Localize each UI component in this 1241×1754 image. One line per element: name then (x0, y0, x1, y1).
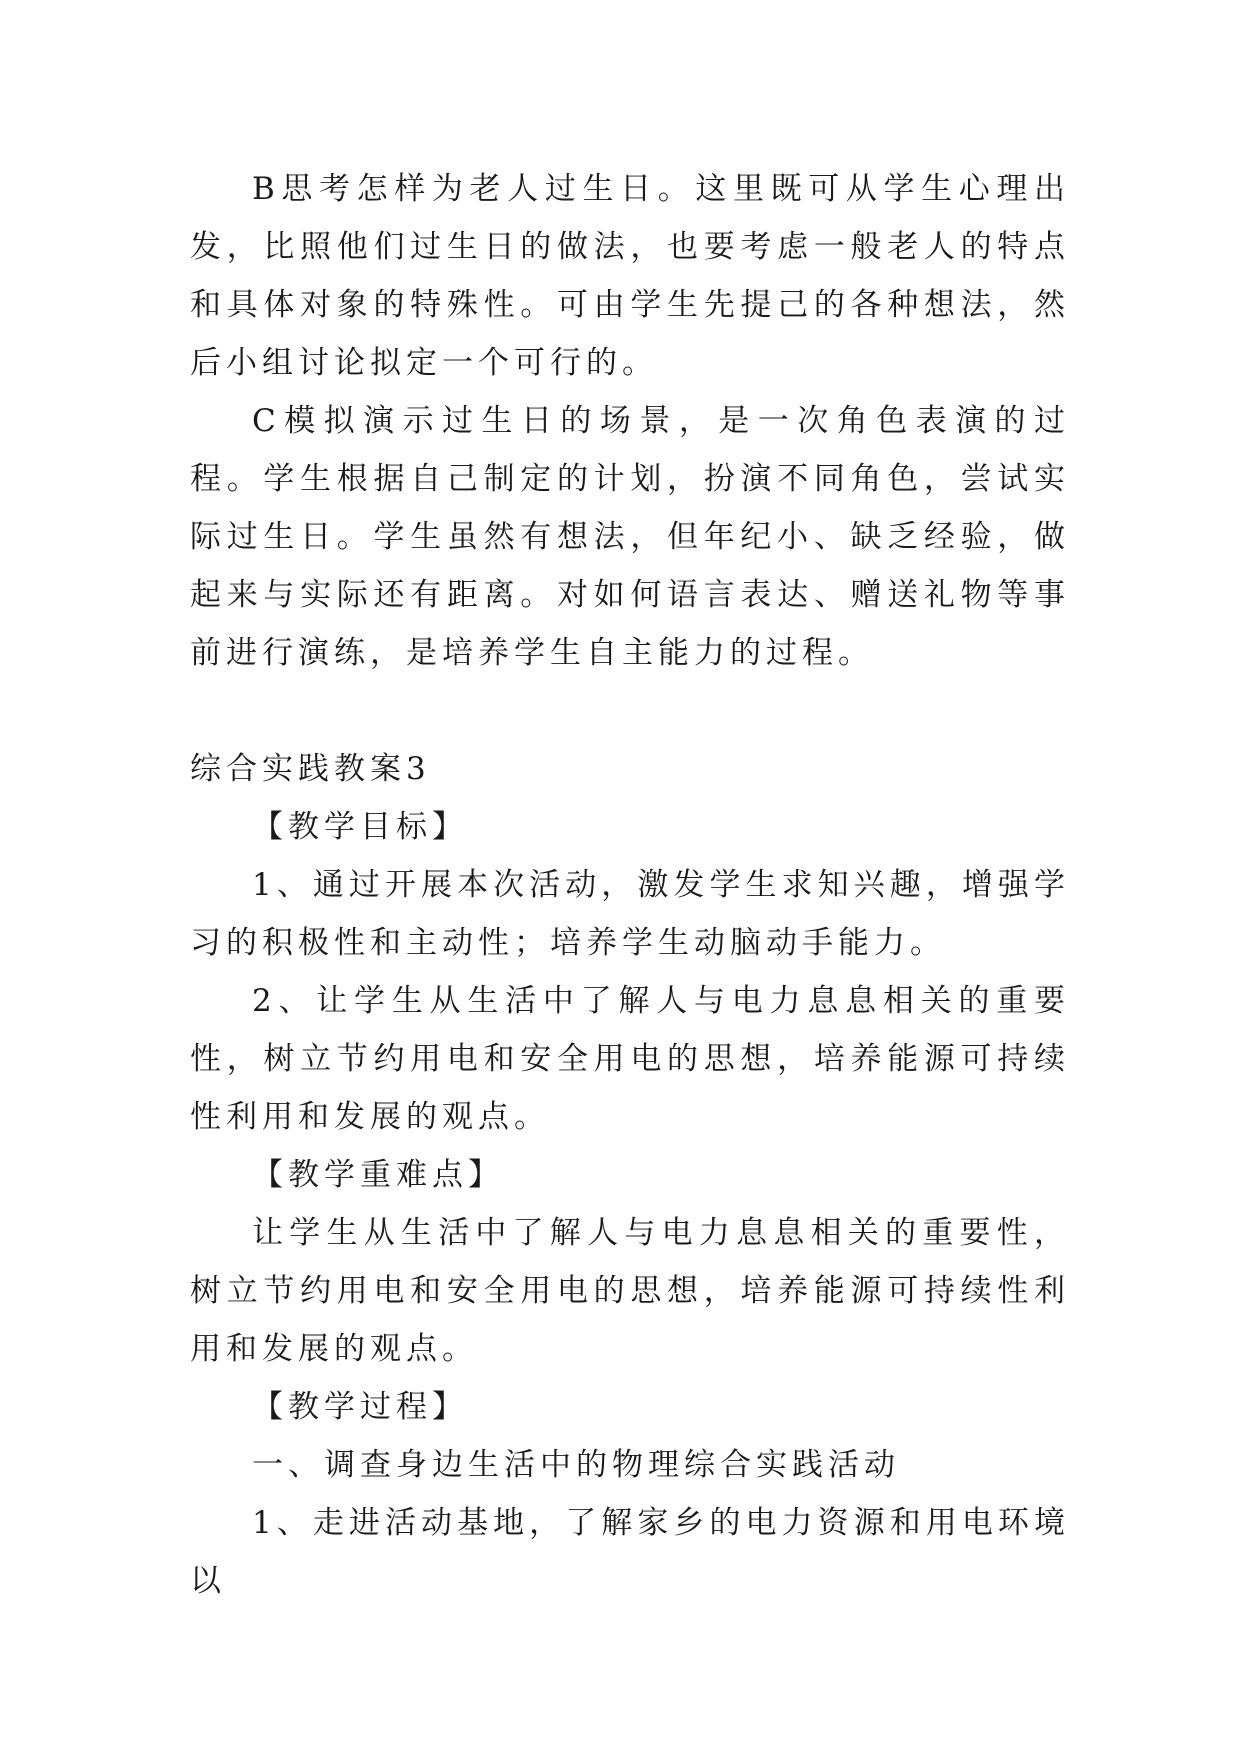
document-body (190, 160, 1070, 1610)
process-item-2: 1、走进活动基地，了解家乡的电力资源和用电环境以 (190, 1505, 1070, 1599)
objectives-heading: 【教学目标】 (252, 809, 468, 845)
key-points-text: 让学生从生活中了解人与电力息息相关的重要性，树立节约用电和安全用电的思想，培养能源可持续性利用和发展的观点。 (190, 1215, 1070, 1367)
paragraph-b: B思考怎样为老人过生日。这里既可从学生心理出发，比照他们过生日的做法，也要考虑一般老人的特点和具体对象的特殊性。可由学生先提己的各种想法，然后小组讨论拟定一个可行的。 (190, 171, 1070, 381)
objective-item-1: 1、通过开展本次活动，激发学生求知兴趣，增强学习的积极性和主动性；培养学生动脑动手能力。 (190, 867, 1070, 961)
paragraph-c: C模拟演示过生日的场景，是一次角色表演的过程。学生根据自己制定的计划，扮演不同角色，尝试实际过生日。学生虽然有想法，但年纪小、缺乏经验，做起来与实际还有距离。对如何语言表达、赠送礼物等事前进行演练，是培养学生自主能力的过程。 (190, 403, 1070, 671)
key-points-heading: 【教学重难点】 (252, 1157, 504, 1193)
process-heading: 【教学过程】 (252, 1389, 468, 1425)
section-title: 综合实践教案3 (190, 751, 431, 787)
section-gap (190, 682, 1070, 740)
process-item-1: 一、调查身边生活中的物理综合实践活动 (252, 1447, 900, 1483)
objective-item-2: 2、让学生从生活中了解人与电力息息相关的重要性，树立节约用电和安全用电的思想，培养能源可持续性利用和发展的观点。 (190, 983, 1070, 1135)
